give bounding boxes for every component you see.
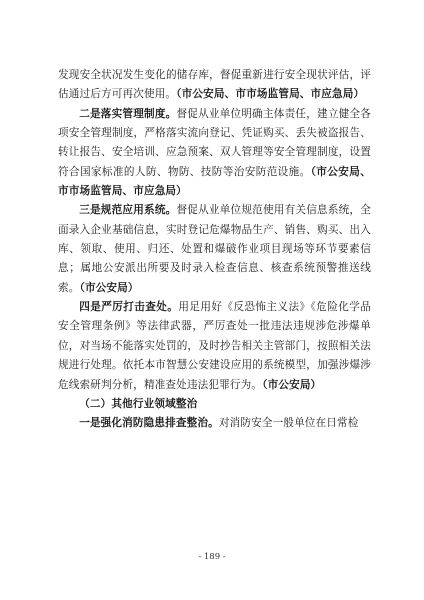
paragraph-storage-reassessment bbox=[58, 66, 371, 105]
paragraph-management-system bbox=[58, 105, 371, 202]
paragraph-lead: 二是落实管理制度。 bbox=[79, 107, 177, 120]
paragraph-body: 发现安全状况发生变化的储存库，督促重新进行安全现状评估，评估通过后方可再次使用。 bbox=[58, 69, 371, 101]
paragraph-body: 对消防安全一般单位在日常检 bbox=[218, 417, 359, 430]
responsible-departments: （市公安局、市市场监管局、市应急局） bbox=[58, 165, 371, 198]
paragraph-lead: 三是规范应用系统。 bbox=[79, 204, 177, 217]
paragraph-body: 用足用好《反恐怖主义法》《危险化学品安全管理条例》等法律武器，严厉查处一批违法违规涉危涉爆单位，对当场不能落实处罚的，及时抄告相关主管部门，按照相关法规进行处理。依托本市智慧公安建设应用的系统模型，加强涉爆涉危线索研判分析，精准查处违法犯罪行为。 bbox=[58, 301, 371, 391]
paragraph-body: 督促从业单位规范使用有关信息系统，全面录入企业基础信息，实时登记危爆物品生产、销售、购买、出入库、领取、使用、归还、处置和爆破作业项目现场等环节要素信息；属地公安派出所要及时录入检查信息、核查系统预警推送线索。 bbox=[58, 204, 371, 294]
paragraph-fire-hazard bbox=[58, 414, 371, 433]
responsible-departments: （市公安局） bbox=[79, 281, 139, 294]
page-number: - 189 - bbox=[198, 552, 226, 562]
paragraph-application-system bbox=[58, 201, 371, 298]
section-heading bbox=[58, 395, 371, 414]
paragraph-lead: 四是严厉打击查处。 bbox=[79, 301, 179, 314]
paragraph-body: 督促从业单位明确主体责任，建立健全各项安全管理制度，严格落实流向登记、凭证购买、丢失被盗报告、转让报告、安全培训、应急预案、双人管理等安全管理制度，设置符合国家标准的人防、物防、技防等治安防范设施。 bbox=[58, 107, 371, 178]
paragraph-lead: 一是强化消防隐患排查整治。 bbox=[79, 417, 219, 430]
responsible-departments: （市公安局） bbox=[262, 378, 322, 391]
responsible-departments: （市公安局、市市场监管局、市应急局） bbox=[176, 88, 365, 101]
document-page bbox=[58, 66, 371, 434]
paragraph-crackdown bbox=[58, 298, 371, 395]
section-heading-text: （二）其他行业领域整治 bbox=[79, 397, 198, 410]
